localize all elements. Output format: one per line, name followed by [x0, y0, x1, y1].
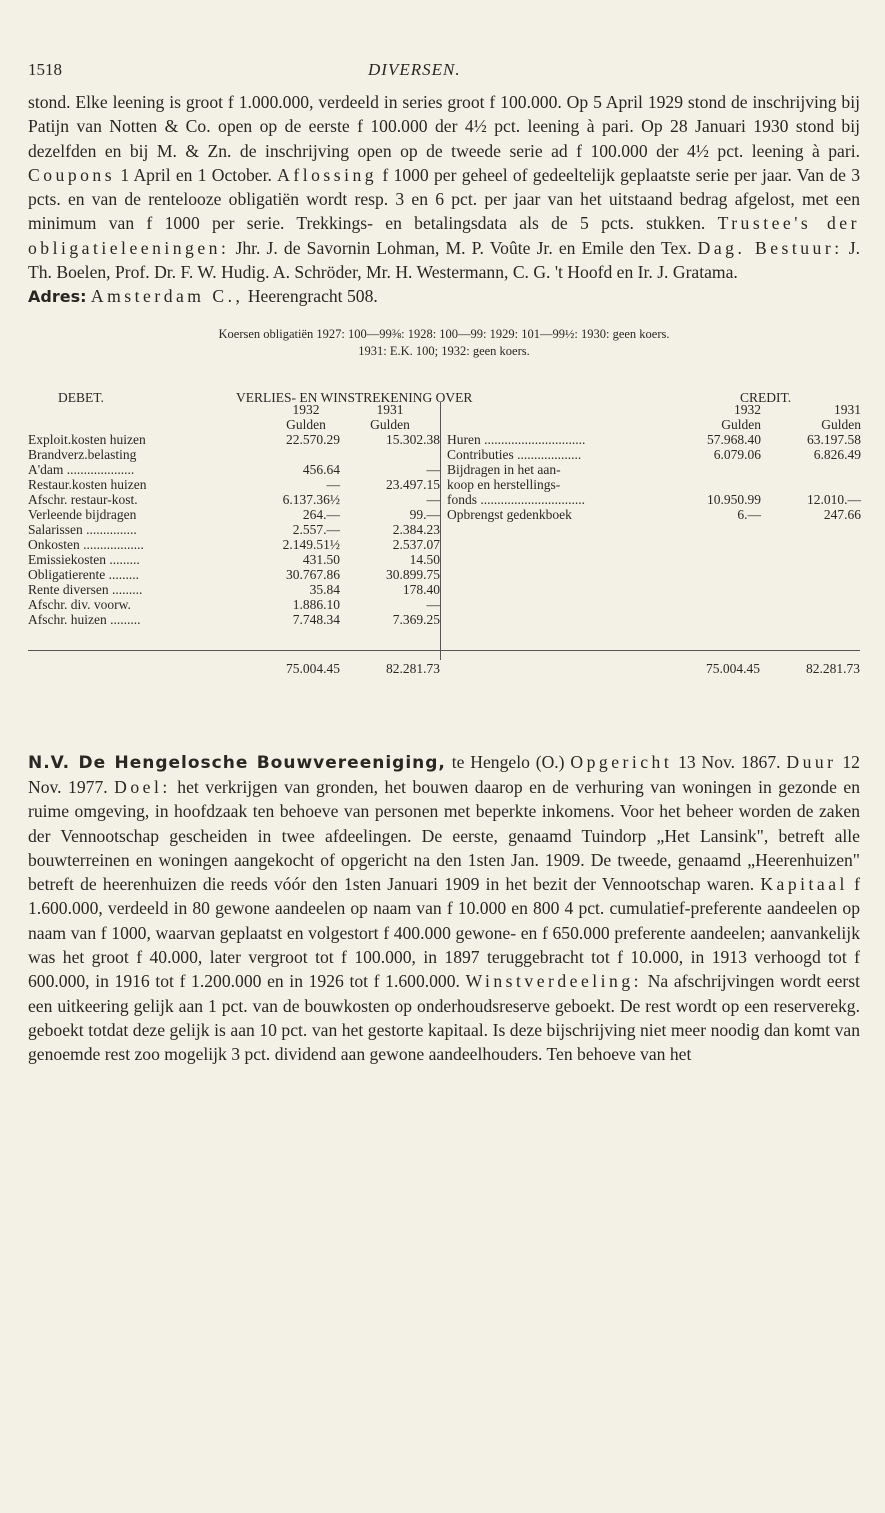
credit-row [441, 432, 861, 447]
koersen-block [28, 326, 860, 360]
debet-row-1931: 30.899.75 [386, 566, 440, 582]
section-title: DIVERSEN. [368, 60, 461, 79]
account-title: VERLIES- EN WINSTREKENING OVER [236, 389, 473, 405]
credit-row [441, 492, 861, 507]
company-name: N.V. De Hengelosche Bouwvereeniging, [28, 752, 446, 773]
debet-row-label: Emissiekosten ......... [28, 551, 140, 567]
debet-row-1931: 15.302.38 [386, 431, 440, 447]
debet-row-label: Rente diversen ......... [28, 581, 143, 597]
text-b: 1 April en 1 October. [120, 164, 272, 185]
trustees-label: Trustee's der obligatieleeningen: [28, 213, 860, 258]
debet-row [28, 582, 440, 597]
currency-1932: Gulden [286, 416, 326, 432]
currency-1931: Gulden [370, 416, 410, 432]
doel-text: het verkrijgen van gronden, het bouwen daarop en de verhuring van woningen in gezonde en ruime omgeving, in hoofdzaak ten behoeve van personen met beperkte inkomens. Voor het beheer worden de zaken der Vennootschap gescheiden in twee afdeelingen. De eerste, genaamd Tuindorp „Het Lansink", betreft alle bouwterreinen en woningen aangekocht of opgericht na den 1sten Jan. 1909. De tweede, genaamd „Heerenhuizen" betreft de heerenhuizen die reeds vóór den 1sten Januari 1909 in het bezit der Vennootschap waren. [28, 776, 860, 895]
credit-row-1931 [761, 462, 861, 477]
debet-row [28, 432, 440, 447]
debet-row-1931: — [426, 596, 440, 612]
credit-row-label: koop en herstellings- [447, 476, 561, 492]
debet-row-1932: 2.149.51½ [282, 536, 340, 552]
debet-row-label: Afschr. div. voorw. [28, 596, 131, 612]
debet-row-1932: 6.137.36½ [282, 491, 340, 507]
winstverdeeling-text: Na afschrijvingen wordt eerst een uitkeering gelijk aan 1 pct. van de bouwkosten op onderhoudsreserve geboekt. De rest wordt op een reserverekg. geboekt totdat deze gelijk is aan 10 pct. van het gestorte kapitaal. Is deze bijschrijving niet meer noodig dan komt van genoemde rest zoo mogelijk 3 pct. dividend aan gewone aandeelhouders. Ten behoeve van het [28, 971, 861, 1065]
debet-row-1932: 456.64 [302, 461, 340, 477]
debet-row-1931 [340, 447, 440, 462]
credit-row-1932: 10.950.99 [707, 491, 761, 507]
total-debet-1931: 82.281.73 [386, 660, 440, 676]
debet-row [28, 462, 440, 477]
credit-row-label: Huren .............................. [447, 431, 586, 447]
company-location: te Hengelo (O.) [451, 751, 565, 772]
debet-row [28, 522, 440, 537]
debet-row [28, 567, 440, 582]
credit-column [440, 402, 861, 660]
credit-row-label: Bijdragen in het aan- [447, 461, 561, 477]
debet-row [28, 552, 440, 567]
debet-row-label: Verleende bijdragen [28, 506, 137, 522]
totals-row [28, 650, 860, 676]
debet-row-1932: 30.767.86 [286, 566, 340, 582]
adres-city: Amsterdam C., [90, 286, 244, 307]
credit-row-1932 [681, 477, 761, 492]
debet-row-1932: 35.84 [309, 581, 340, 597]
debet-row-1931: — [426, 491, 440, 507]
currency-1931: Gulden [821, 416, 861, 432]
year-1931: 1931 [376, 401, 404, 417]
credit-rows [441, 432, 861, 522]
debet-row-label: Afschr. restaur-kost. [28, 491, 138, 507]
credit-row-label: fonds ............................... [447, 491, 585, 507]
debet-row [28, 537, 440, 552]
debet-row-label: Afschr. huizen ......... [28, 611, 141, 627]
credit-row-1931: 247.66 [823, 506, 861, 522]
debet-column [28, 402, 440, 627]
debet-row-1931: 99.— [409, 506, 440, 522]
credit-row [441, 477, 861, 492]
paragraph-hengelosche [28, 750, 860, 1067]
adres-label: Adres: [28, 287, 87, 307]
text-c: f 1000 per geheel of gedeeltelijk geplaatste serie per jaar. Van de 3 pcts. en van de rentelooze obligatiën wordt resp. 3 en 6 pct. per jaar van het uitstaand bedrag afgelost, met een minimum van f 1000 per serie. Trekkings- en betalingsdata als de 5 pcts. stukken. [28, 164, 860, 234]
credit-row-1931 [761, 477, 861, 492]
credit-row-label: Opbrengst gedenkboek [447, 506, 572, 522]
debet-row-1931: 14.50 [409, 551, 440, 567]
debet-label: DEBET. [58, 389, 104, 405]
credit-row-1932: 6.— [737, 506, 761, 522]
debet-row-1931: 2.384.23 [392, 521, 440, 537]
text-e: J. Th. Boelen, Prof. Dr. F. W. Hudig. A. Schröder, Mr. H. Westermann, C. G. 't Hoofd en Ir. J. Gratama. [28, 237, 860, 283]
debet-row-label: Exploit.kosten huizen [28, 431, 146, 447]
debet-row-1932: — [326, 476, 340, 492]
total-credit-1931: 82.281.73 [806, 660, 860, 676]
account-table [28, 390, 860, 720]
debet-row-1931: — [426, 461, 440, 477]
duur-text: 12 Nov. 1977. [28, 751, 860, 797]
doel-label: Doel: [114, 776, 171, 797]
page-header [28, 60, 860, 90]
debet-row-1932: 1.886.10 [292, 596, 340, 612]
debet-row-label: Restaur.kosten huizen [28, 476, 147, 492]
debet-row-1931: 178.40 [402, 581, 440, 597]
credit-currency-header [441, 417, 861, 432]
kapitaal-label: Kapitaal [760, 874, 848, 895]
credit-row-1931: 6.826.49 [813, 446, 861, 462]
debet-row-1932: 2.557.— [292, 521, 340, 537]
credit-row-1931: 12.010.— [807, 491, 861, 507]
debet-row-label: Onkosten .................. [28, 536, 144, 552]
debet-row-label: Salarissen ............... [28, 521, 137, 537]
opgericht-label: Opgericht [570, 751, 673, 772]
credit-row-1932: 57.968.40 [707, 431, 761, 447]
total-debet-1932: 75.004.45 [286, 660, 340, 676]
debet-row [28, 597, 440, 612]
page-number: 1518 [28, 60, 62, 79]
debet-row-1932: 22.570.29 [286, 431, 340, 447]
credit-row-1931: 63.197.58 [807, 431, 861, 447]
debet-year-header [28, 402, 440, 417]
debet-rows [28, 432, 440, 627]
credit-row-label: Contributies ................... [447, 446, 582, 462]
debet-row-1931: 2.537.07 [392, 536, 440, 552]
winstverdeeling-label: Winstverdeeling: [465, 971, 643, 992]
debet-row-1931: 23.497.15 [386, 476, 440, 492]
debet-row-1932: 264.— [302, 506, 340, 522]
debet-row-1931: 7.369.25 [392, 611, 440, 627]
debet-row-1932 [272, 447, 340, 462]
opgericht-text: 13 Nov. 1867. [678, 751, 781, 772]
credit-year-header [441, 402, 861, 417]
credit-row [441, 507, 861, 522]
koersen-line-2: 1931: E.K. 100; 1932: geen koers. [358, 343, 530, 358]
page [28, 60, 860, 1067]
paragraph-leening [28, 90, 860, 310]
year-1932: 1932 [292, 401, 320, 417]
credit-row [441, 462, 861, 477]
adres-street: Heerengracht 508. [247, 286, 378, 307]
credit-row-1932: 6.079.06 [713, 446, 761, 462]
debet-row-1932: 7.748.34 [292, 611, 340, 627]
credit-row [441, 447, 861, 462]
debet-row-label: A'dam .................... [28, 461, 135, 477]
debet-row-label: Obligatierente ......... [28, 566, 139, 582]
debet-row [28, 612, 440, 627]
debet-row [28, 477, 440, 492]
dag-bestuur-label: Dag. Bestuur: [697, 237, 843, 258]
kapitaal-text: f 1.600.000, verdeeld in 80 gewone aandeelen op naam van f 10.000 en 800 4 pct. cumulatief-preferente aandeelen op naam van f 1000, waarvan geplaatst en volgestort f 400.000 gewone- en f 650.000 preferente aandeelen; aanvankelijk was het groot f 40.000, later vergroot tot f 100.000, in 1897 teruggebracht tot f 10.000, in 1913 verhoogd tot f 600.000, in 1916 tot f 1.200.000 en in 1926 tot f 1.600.000. [28, 874, 860, 992]
year-1931: 1931 [834, 401, 861, 417]
debet-row-1932: 431.50 [302, 551, 340, 567]
debet-row [28, 507, 440, 522]
debet-row-label: Brandverz.belasting [28, 446, 137, 462]
debet-currency-header [28, 417, 440, 432]
duur-label: Duur [786, 751, 837, 772]
year-1932: 1932 [734, 401, 761, 417]
koersen-line-1: Koersen obligatiën 1927: 100—99⅜: 1928: 100—99: 1929: 101—99½: 1930: geen koers. [218, 326, 670, 341]
credit-label: CREDIT. [740, 389, 792, 405]
coupons-label: Coupons [28, 164, 116, 185]
debet-row [28, 492, 440, 507]
total-credit-1932: 75.004.45 [706, 660, 760, 676]
debet-row [28, 447, 440, 462]
text-a: stond. Elke leening is groot f 1.000.000, verdeeld in series groot f 100.000. Op 5 April 1929 stond de inschrijving bij Patijn van Notten & Co. open op de eerste f 100.000 der 4½ pct. leening à pari. Op 28 Januari 1930 stond bij dezelfden en bij M. & Zn. de inschrijving open op de tweede serie ad f 100.000 der 4½ pct. leening à pari. [28, 92, 860, 161]
credit-row-1932 [681, 462, 761, 477]
aflossing-label: Aflossing [277, 164, 378, 185]
text-d: Jhr. J. de Savornin Lohman, M. P. Voûte Jr. en Emile den Tex. [235, 237, 692, 258]
currency-1932: Gulden [721, 416, 761, 432]
